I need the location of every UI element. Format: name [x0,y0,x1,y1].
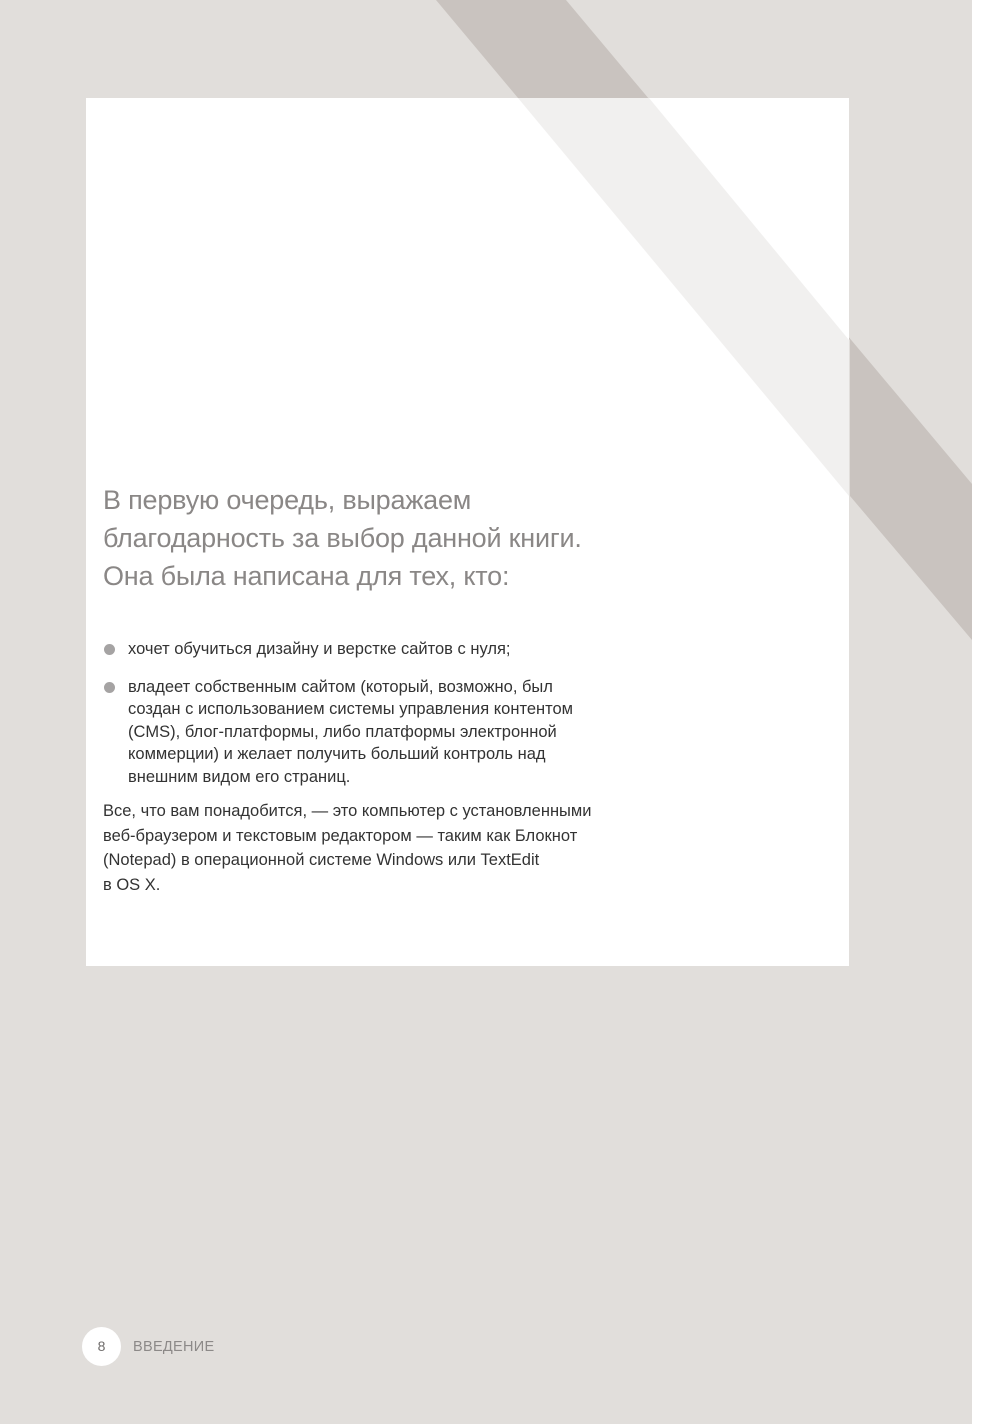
list-item [103,676,663,789]
list-item-text [128,638,663,661]
body-paragraph [103,799,663,897]
paragraph-line: Все, что вам понадобится, — это компьютер с установленными [103,802,592,820]
intro-line: Она была написана для тех, кто: [103,561,510,591]
list-item-line: (CMS), блог-платформы, либо платформы электронной [128,722,557,741]
list-item [103,638,663,661]
page-number: 8 [82,1327,121,1366]
list-item-line: хочет обучиться дизайну и верстке сайтов с нуля; [128,640,511,658]
paragraph-line: в OS X. [103,875,161,894]
list-item-line: внешним видом его страниц. [128,767,351,786]
list-item-line: владеет собственным сайтом (который, возможно, был [128,677,553,696]
section-title: ВВЕДЕНИЕ [133,1339,215,1355]
list-item-text [128,676,663,789]
paragraph-line: (Notepad) в операционной системе Windows или TextEdit [103,851,540,869]
bullet-dot-icon [104,682,115,693]
intro-line: благодарность за выбор данной книги. [103,523,582,553]
list-item-line: коммерции) и желает получить больший контроль над [128,745,546,763]
list-item-line: создан с использованием системы управления контентом [128,700,574,718]
intro-line: В первую очередь, выражаем [103,485,472,515]
bullet-dot-icon [104,644,115,655]
audience-list [103,638,663,803]
intro-heading [103,481,663,595]
paragraph-line: веб-браузером и текстовым редактором — таким как Блокнот [103,826,578,845]
